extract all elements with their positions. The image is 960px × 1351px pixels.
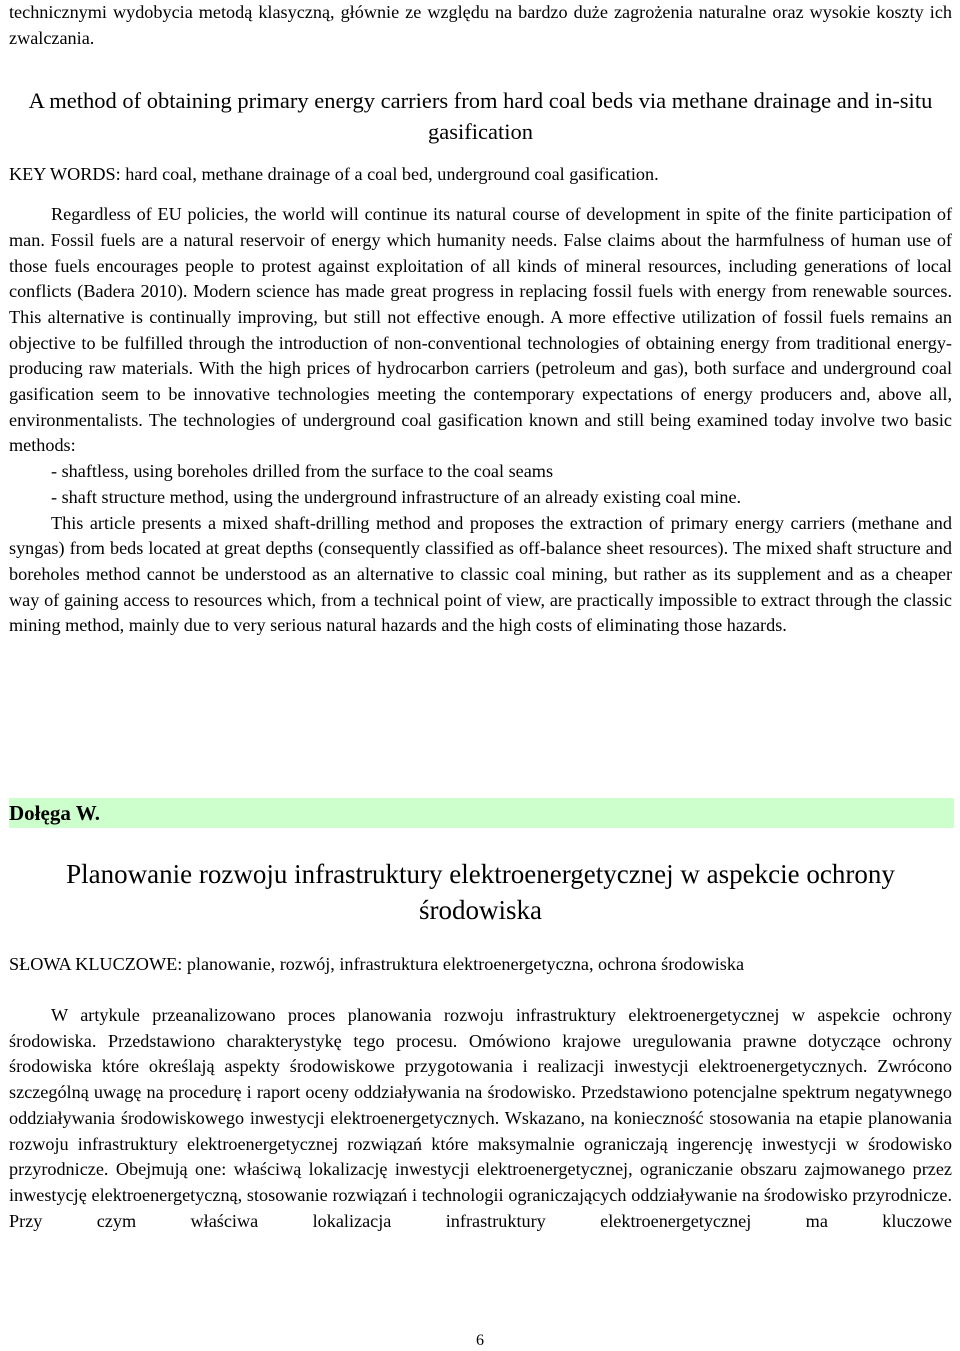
author-highlight-bar [9, 798, 954, 828]
polish-keywords: SŁOWA KLUCZOWE: planowanie, rozwój, infrastruktura elektroenergetyczna, ochrona środowiska [9, 954, 745, 974]
polish-abstract-body [9, 1003, 952, 1234]
english-bullet-1: - shaftless, using boreholes drilled from the surface to the coal seams [51, 461, 554, 482]
english-article-title: A method of obtaining primary energy carriers from hard coal beds via methane drainage and in-situ gasification [28, 88, 933, 145]
english-abstract [9, 85, 952, 639]
english-bullet-2: - shaft structure method, using the underground infrastructure of an already existing coal mine. [51, 486, 742, 507]
document-page [9, 0, 952, 1231]
polish-article-title: Planowanie rozwoju infrastruktury elektroenergetycznej w aspekcie ochrony środowiska [66, 859, 895, 925]
english-keywords: KEY WORDS: hard coal, methane drainage of a coal bed, underground coal gasification. [9, 164, 659, 185]
author-name: Dołęga W. [9, 801, 101, 825]
english-paragraph-1: Regardless of EU policies, the world will continue its natural course of development in spite of the finite participation of man. Fossil fuels are a natural reservoir of energy which humanity needs. False claims about the harmfulness of human use of those fuels encourages people to protest against exploitation of all kinds of mineral resources, including generations of local conflicts (Badera 2010). Modern science has made great progress in replacing fossil fuels with energy from renewable sources. This alternative is continually improving, but still not effective enough. A more effective utilization of fossil fuels remains an objective to be fulfilled through the introduction of non-conventional technologies of obtaining energy from traditional energy-producing raw materials. With the high prices of hydrocarbon carriers (petroleum and gas), both surface and underground coal gasification seem to be innovative technologies meeting the contemporary expectations of energy producers and, above all, environmentalists. The technologies of underground coal gasification known and still being examined today involve two basic methods: [9, 204, 952, 456]
previous-abstract-ending: technicznymi wydobycia metodą klasyczną, głównie ze względu na bardzo duże zagrożenia naturalne oraz wysokie koszty ich zwalczania. [9, 2, 952, 48]
english-abstract-body [9, 202, 952, 639]
page-number: 6 [476, 1332, 484, 1349]
polish-paragraph-1: W artykule przeanalizowano proces planowania rozwoju infrastruktury elektroenergetycznej w aspekcie ochrony środowiska. Przedstawiono charakterystykę tego procesu. Omówiono krajowe uregulowania prawne dotyczące ochrony środowiska które określają aspekty środowiskowe przygotowania i realizacji inwestycji elektroenergetycznych. Zwrócono szczególną uwagę na procedurę i raport oceny oddziaływania na środowisko. Przedstawiono potencjalne spektrum negatywnego oddziaływania środowiskowego inwestycji elektroenergetycznych. Wskazano, na konieczność stosowania na etapie planowania rozwoju infrastruktury elektroenergetycznej rozwiązań które maksymalnie ograniczają ingerencję inwestycji w środowisko przyrodnicze. Obejmują one: właściwą lokalizację inwestycji elektroenergetycznej, ograniczanie obszaru zajmowanego przez inwestycję elektroenergetyczną, stosowanie rozwiązań i technologii ograniczających oddziaływanie na środowisko przyrodnicze. Przy czym właściwa lokalizacja infrastruktury elektroenergetycznej ma kluczowe [9, 1005, 952, 1231]
english-paragraph-2: This article presents a mixed shaft-drilling method and proposes the extraction of primary energy carriers (methane and syngas) from beds located at great depths (consequently classified as off-balance sheet resources). The mixed shaft structure and boreholes method cannot be understood as an alternative to classic coal mining, but rather as its supplement and as a cheaper way of gaining access to resources which, from a technical point of view, are practically impossible to extract through the classic mining method, mainly due to very serious natural hazards and the high costs of eliminating those hazards. [9, 512, 952, 636]
